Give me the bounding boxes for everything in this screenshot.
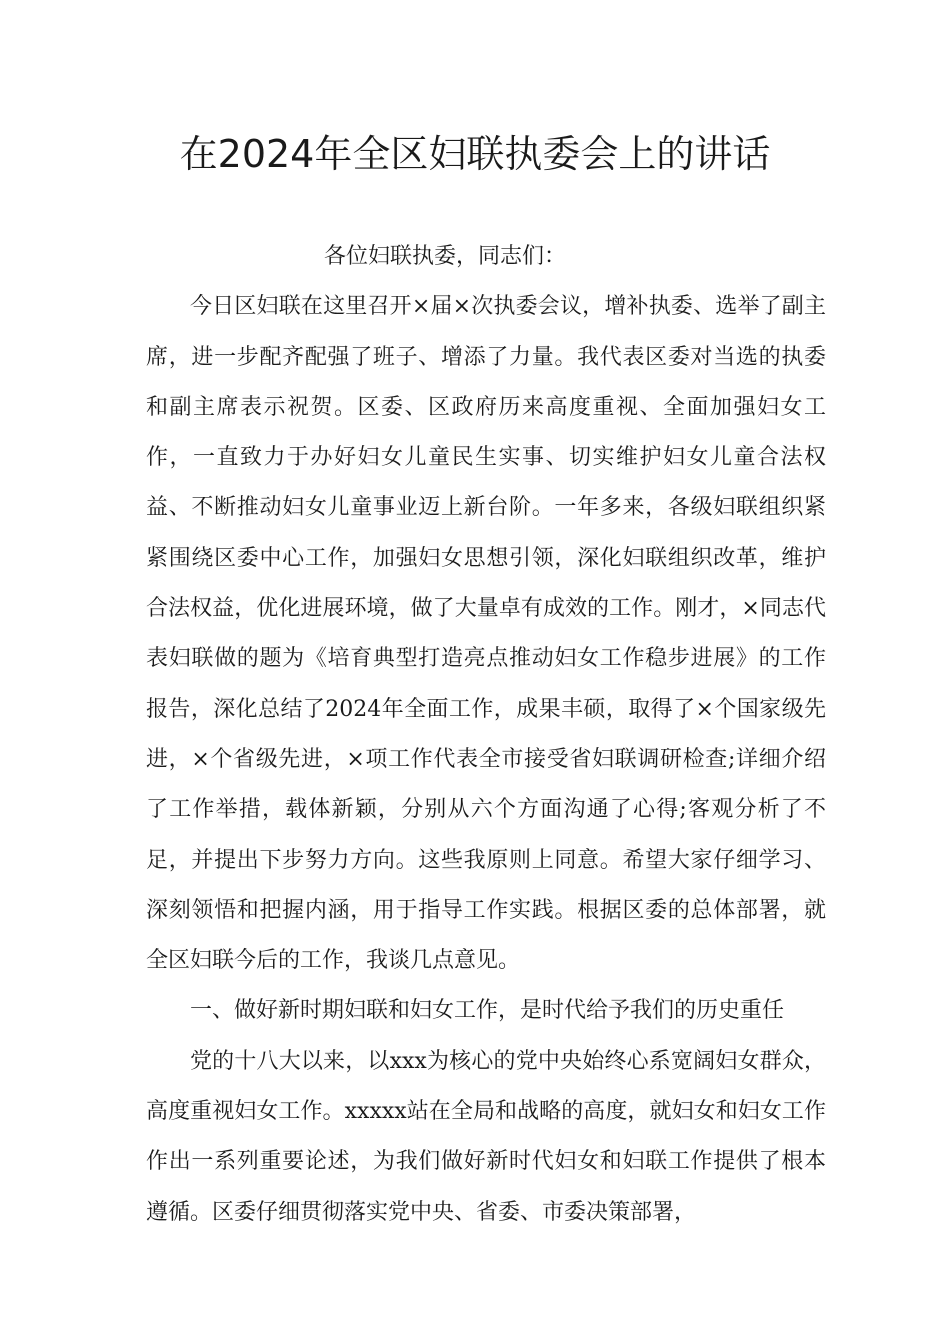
paragraph-intro: 今日区妇联在这里召开×届×次执委会议，增补执委、选举了副主席，进一步配齐配强了班子、增添了力量。我代表区委对当选的执委和副主席表示祝贺。区委、区政府历来高度重视、全面加强妇女工作，一直致力于办好妇女儿童民生实事、切实维护妇女儿童合法权益、不断推动妇女儿童事业迈上新台阶。一年多来，各级妇联组织紧紧围绕区委中心工作，加强妇女思想引领，深化妇联组织改革，维护合法权益，优化进展环境，做了大量卓有成效的工作。刚才，×同志代表妇联做的题为《培育典型打造亮点推动妇女工作稳步进展》的工作报告，深化总结了2024年全面工作，成果丰硕，取得了×个国家级先进，×个省级先进，×项工作代表全市接受省妇联调研检查;详细介绍了工作举措，载体新颖，分别从六个方面沟通了心得;客观分析了不足，并提出下步努力方向。这些我原则上同意。希望大家仔细学习、深刻领悟和把握内涵，用于指导工作实践。根据区委的总体部署，就全区妇联今后的工作，我谈几点意见。 — [146, 294, 826, 974]
greeting-line: 各位妇联执委，同志们： — [324, 244, 567, 269]
section-heading-1: 一、做好新时期妇联和妇女工作，是时代给予我们的历史重任 — [190, 998, 785, 1024]
document-title: 在2024年全区妇联执委会上的讲话 — [179, 132, 771, 176]
paragraph-section-1: 党的十八大以来，以xxx为核心的党中央始终心系宽阔妇女群众，高度重视妇女工作。xxxxx站在全局和战略的高度，就妇女和妇女工作作出一系列重要论述，为我们做好新时代妇女和妇联工作提供了根本遵循。区委仔细贯彻落实党中央、省委、市委决策部署， — [146, 1048, 826, 1225]
document-body — [146, 232, 826, 1238]
